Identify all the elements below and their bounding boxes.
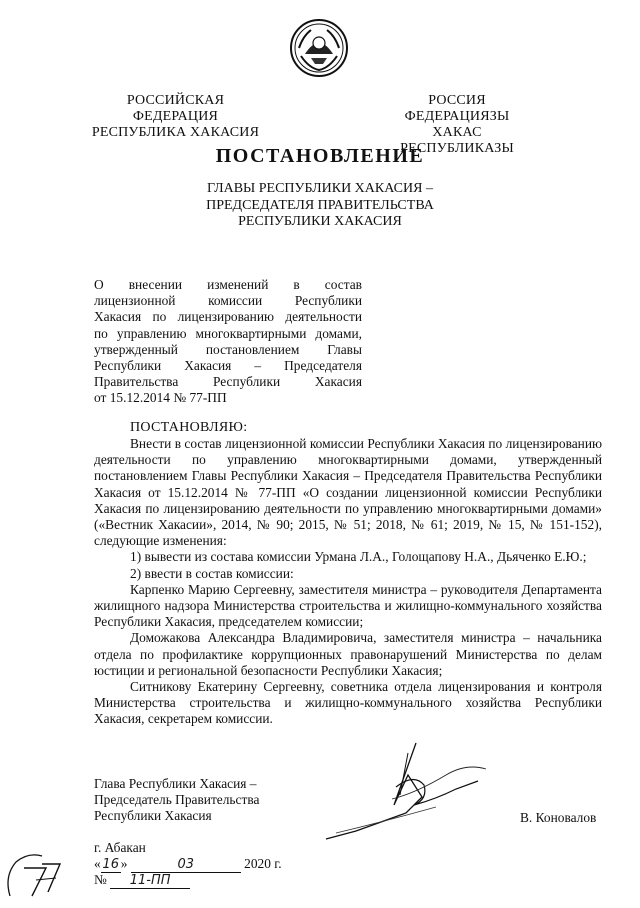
number-prefix: № [94,872,107,887]
body-paragraph: 2) ввести в состав комиссии: [130,565,294,581]
decree-word: ПОСТАНОВЛЯЮ: [130,420,248,435]
about-block [94,277,362,407]
header-right-line2: ХАКАС РЕСПУБЛИКАЗЫ [400,125,514,156]
date-open-quote: « [94,856,101,871]
subtitle-line: ГЛАВЫ РЕСПУБЛИКИ ХАКАСИЯ – [207,181,433,196]
document-subtitle [180,181,460,231]
document-title: ПОСТАНОВЛЕНИЕ [215,145,425,167]
date-line [94,856,282,873]
about-line: Правительства Республики Хакасия [94,374,362,390]
handwritten-mark [2,846,72,904]
about-line: Республики Хакасия – Председателя [94,358,362,374]
header-left [88,93,263,141]
date-day: 16 [102,857,119,872]
about-line: Хакасия по лицензированию деятельности [94,309,362,325]
about-line: лицензионной комиссии Республики [94,293,362,309]
body-paragraph: Внести в состав лицензионной комиссии Республики Хакасия по лицензированию деятельности по управлению многоквартирными домами, утвержденный постановлением Главы Республики Хакасия – Председателя Правительства Республики Хакасия от 15.12.2014 № 77-ПП «О создании лицензионной комиссии Республики Хакасия по лицензированию деятельности по управлению многоквартирными домами» («Вестник Хакасии», 2014, № 90; 2015, № 51; 2018, № 61; 2019, № 15, № 151-152), следующие изменения: [94,436,602,549]
body-paragraph: Карпенко Марию Сергеевну, заместителя министра – руководителя Департамента жилищного надзора Министерства строительства и жилищно-коммунального хозяйства Республики Хакасия, председателем комиссии; [94,581,602,630]
body-paragraph: Ситникову Екатерину Сергеевну, советника отдела лицензирования и контроля Министерства строительства и жилищно-коммунального хозяйства Республики Хакасия, секретарем комиссии. [94,679,602,727]
about-line: О внесении изменений в состав [94,277,362,292]
subtitle-line: РЕСПУБЛИКИ ХАКАСИЯ [238,214,402,229]
document-body [94,436,602,728]
header-left-line1: РОССИЙСКАЯ ФЕДЕРАЦИЯ [126,93,225,124]
about-line: утвержденный постановлением Главы [94,341,362,357]
date-close-quote: » [120,856,128,871]
coat-of-arms-icon [289,18,349,78]
body-paragraph: 1) вывести из состава комиссии Урмана Л.А., Голощапову Н.А., Дьяченко Е.Ю.; [130,549,587,565]
number-line [94,872,190,889]
header-left-line2: РЕСПУБЛИКА ХАКАСИЯ [91,125,260,140]
signatory-position [94,776,294,824]
date-year: 2020 г. [244,856,282,871]
about-line: от 15.12.2014 № 77-ПП [94,390,227,406]
body-paragraph: Доможакова Александра Владимировича, заместителя министра – начальника отдела по профилактике коррупционных правонарушений Министерства по делам юстиции и региональной безопасности Республики Хакасия; [94,630,602,678]
signatory-name: В. Коновалов [520,810,597,825]
place: г. Абакан [94,840,146,855]
signatory-position-line: Председатель Правительства [94,792,260,807]
date-month: 03 [131,857,241,873]
header-right-line1: РОССИЯ ФЕДЕРАЦИЯЗЫ [404,93,510,124]
signatory-position-line: Республики Хакасия [94,808,212,823]
handwritten-signature [296,735,536,845]
about-line: по управлению многоквартирными домами, [94,325,362,341]
subtitle-line: ПРЕДСЕДАТЕЛЯ ПРАВИТЕЛЬСТВА [206,197,434,213]
document-number: 11-ПП [110,873,190,889]
signatory-position-line: Глава Республики Хакасия – [94,776,257,791]
